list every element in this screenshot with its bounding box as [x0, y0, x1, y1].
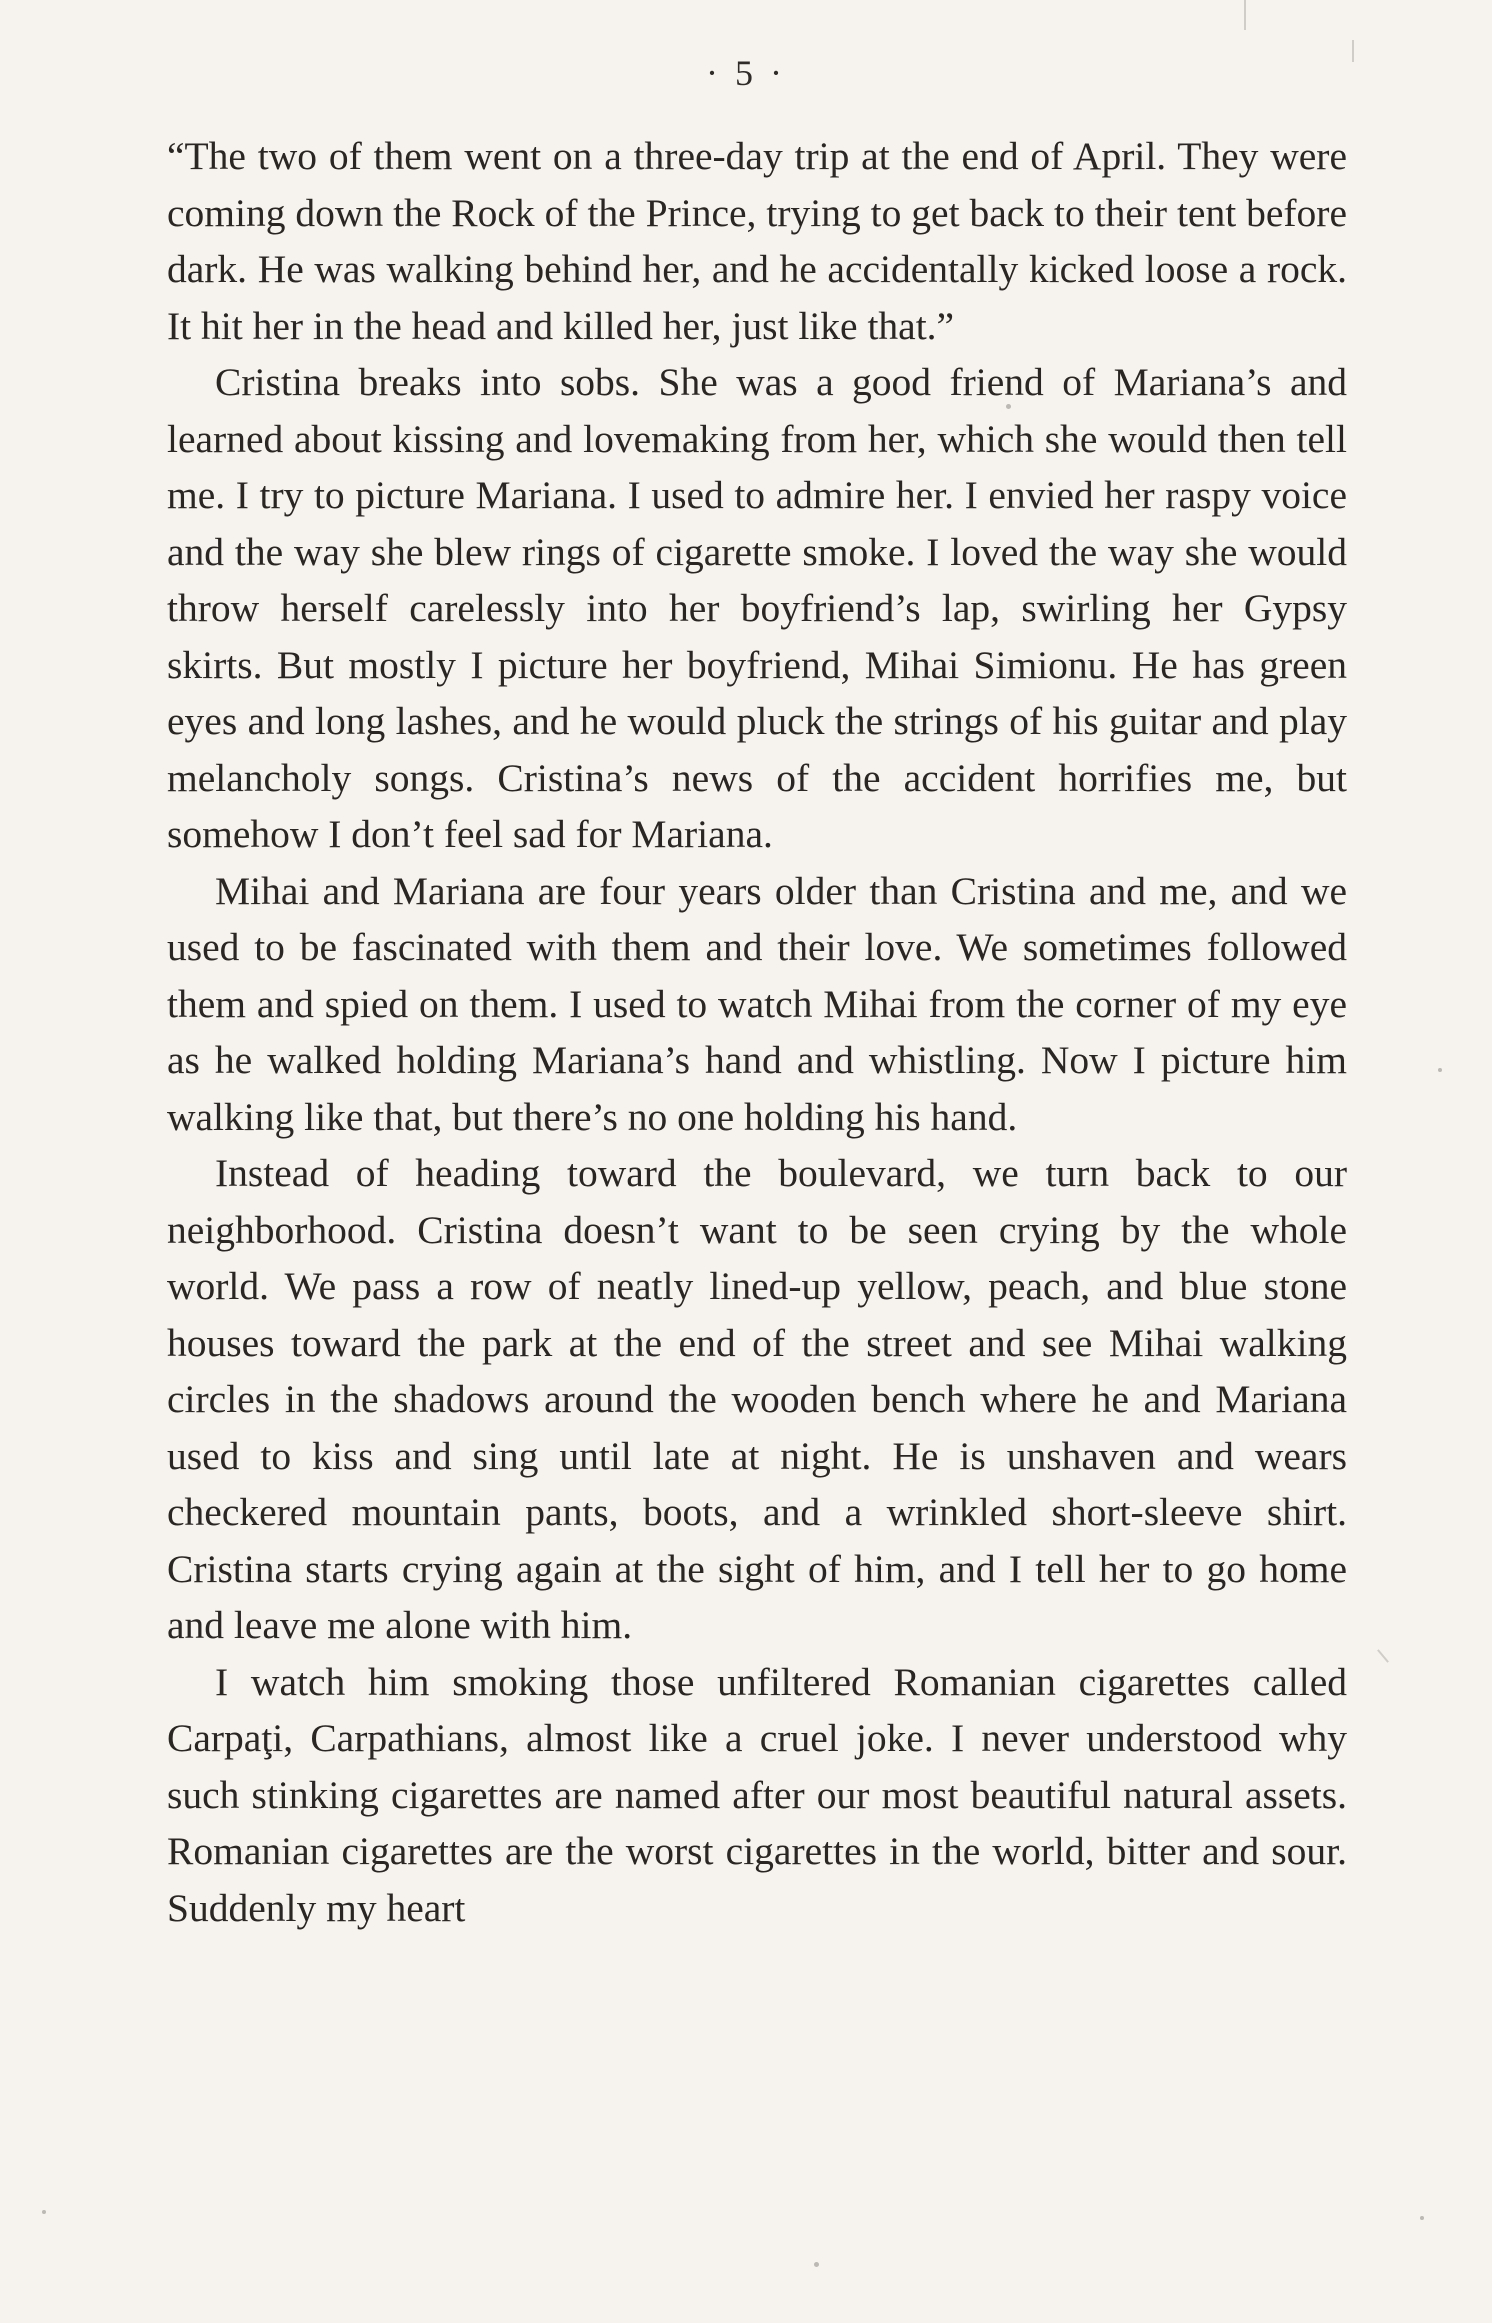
body-text: [167, 128, 1347, 1936]
scan-mark: [1377, 1649, 1389, 1663]
page-number: · 5 ·: [706, 53, 786, 93]
paragraph-4: Instead of heading toward the boulevard, we turn back to our neighborhood. Cristina doesn’t want to be seen crying by the whole world. We pass a row of neatly lined-up yellow, peach, and blue stone houses toward the park at the end of the street and see Mihai walking circles in the shadows around the wooden bench where he and Mariana used to kiss and sing until late at night. He is unshaven and wears checkered mountain pants, boots, and a wrinkled short-sleeve shirt. Cristina starts crying again at the sight of him, and I tell her to go home and leave me alone with him.: [167, 1151, 1347, 1647]
scan-mark: [1244, 0, 1246, 30]
scan-speck: [1438, 1068, 1442, 1072]
paragraph-5: I watch him smoking those unfiltered Romanian cigarettes called Carpaţi, Carpathians, almost like a cruel joke. I never understood why such stinking cigarettes are named after our most beautiful natural assets. Romanian cigarettes are the worst cigarettes in the world, bitter and sour. Suddenly my heart: [167, 1659, 1347, 1930]
paragraph-2: Cristina breaks into sobs. She was a good friend of Mariana’s and learned about kissing and lovemaking from her, which she would then tell me. I try to picture Mariana. I used to admire her. I envied her raspy voice and the way she blew rings of cigarette smoke. I loved the way she would throw herself carelessly into her boyfriend’s lap, swirling her Gypsy skirts. But mostly I picture her boyfriend, Mihai Simionu. He has green eyes and long lashes, and he would pluck the strings of his guitar and play melancholy songs. Cristina’s news of the accident horrifies me, but somehow I don’t feel sad for Mariana.: [167, 360, 1347, 856]
scan-speck: [1420, 2216, 1424, 2220]
scan-speck: [42, 2210, 46, 2214]
paragraph-1: “The two of them went on a three-day trip at the end of April. They were coming down the Rock of the Prince, trying to get back to their tent before dark. He was walking behind her, and he accidentally kicked loose a rock. It hit her in the head and killed her, just like that.”: [167, 134, 1347, 348]
scan-mark: [1352, 40, 1354, 62]
paragraph-3: Mihai and Mariana are four years older than Cristina and me, and we used to be fascinated with them and their love. We sometimes followed them and spied on them. I used to watch Mihai from the corner of my eye as he walked holding Mariana’s hand and whistling. Now I picture him walking like that, but there’s no one holding his hand.: [167, 868, 1347, 1139]
scan-speck: [814, 2262, 819, 2267]
scan-speck: [1006, 404, 1011, 409]
